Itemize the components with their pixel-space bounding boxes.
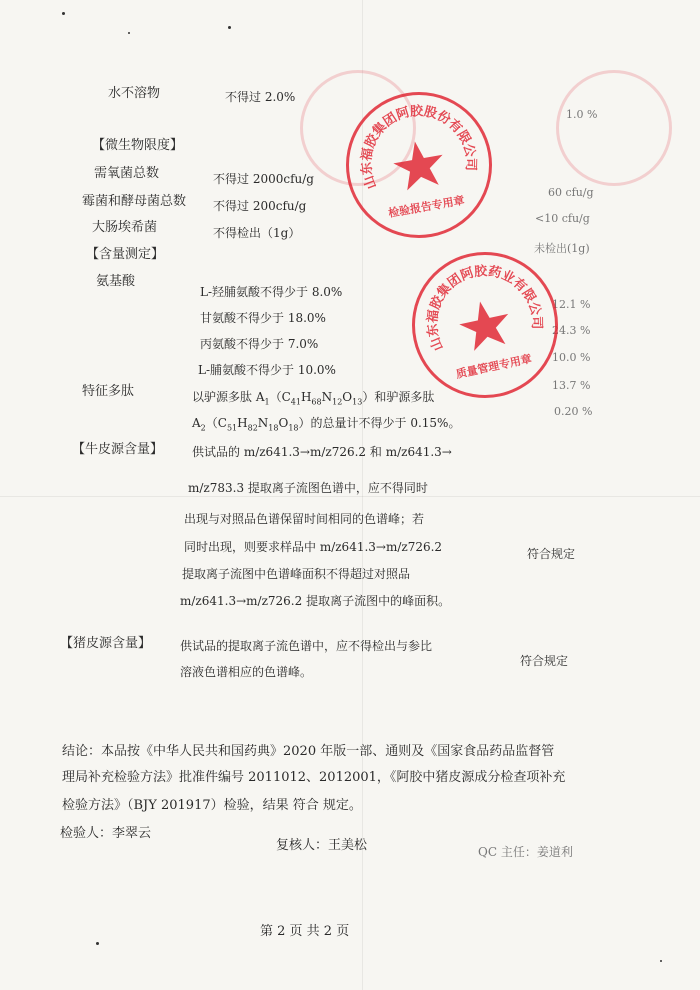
amino-result: 12.1 %: [552, 298, 591, 311]
seal-bottom-text: 质量管理专用章: [454, 352, 533, 381]
bovine-line: m/z783.3 提取离子流图色谱中，应不得同时: [188, 481, 428, 495]
scan-speck: [62, 12, 65, 15]
ghost-seal: [300, 70, 416, 186]
seal-ring-text: 山东福胶集团阿胶股份有限公司: [359, 104, 478, 191]
amino-result: 24.3 %: [552, 324, 591, 337]
micro-row-limit: 不得过 2000cfu/g: [213, 172, 314, 186]
porcine-label: 【猪皮源含量】: [60, 636, 152, 651]
amino-limit: L-脯氨酸不得少于 10.0%: [198, 363, 336, 377]
bovine-line: 提取离子流图中色谱峰面积不得超过对照品: [182, 567, 411, 581]
amino-result: 10.0 %: [552, 351, 591, 364]
bovine-label: 【牛皮源含量】: [72, 442, 164, 457]
peptide-line-2: $A_2(C_{51}H_{82}N_{18}O_{18})$的总量计不得少于 0.15%。: [192, 416, 461, 433]
amino-label: 氨基酸: [96, 274, 136, 289]
micro-row-limit: 不得过 200cfu/g: [213, 199, 307, 213]
inspector-signature: 检验人：李翠云: [60, 826, 152, 841]
scan-speck: [128, 32, 130, 34]
bovine-line: 同时出现，则要求样品中 m/z641.3→m/z726.2: [184, 540, 443, 554]
star-icon: [456, 296, 515, 352]
micro-row-result: 60 cfu/g: [548, 186, 594, 199]
amino-limit: L-羟脯氨酸不得少于 8.0%: [200, 285, 343, 299]
bovine-result: 符合规定: [527, 547, 576, 561]
insoluble-label: 水不溶物: [108, 86, 161, 101]
conclusion-line: 结论：本品按《中华人民共和国药典》2020 年版一部、通则及《国家食品药品监督管: [62, 744, 555, 759]
conclusion-line: 理局补充检验方法》批准件编号 2011012、2012001，《阿胶中猪皮源成分检查项补充: [62, 770, 566, 785]
qc-signature: QC 主任：姜道利: [478, 845, 573, 859]
conclusion-line: 检验方法》（BJY 201917）检验，结果 符合 规定。: [62, 798, 362, 813]
assay-header: 【含量测定】: [86, 247, 165, 262]
amino-limit: 甘氨酸不得少于 18.0%: [200, 311, 326, 325]
micro-row-label: 需氧菌总数: [94, 166, 160, 181]
scan-speck: [660, 960, 662, 962]
fold-line-horizontal: [0, 496, 700, 497]
bovine-line: 出现与对照品色谱保留时间相同的色谱峰；若: [184, 512, 425, 526]
porcine-line: 供试品的提取离子流色谱中，应不得检出与参比: [180, 639, 433, 653]
page-number: 第 2 页 共 2 页: [260, 924, 350, 939]
bovine-line: m/z641.3→m/z726.2 提取离子流图中的峰面积。: [180, 594, 451, 608]
peptide-result: 0.20 %: [554, 405, 593, 418]
micro-row-result: <10 cfu/g: [535, 212, 590, 225]
amino-limit: 丙氨酸不得少于 7.0%: [200, 337, 319, 351]
bovine-line: 供试品的 m/z641.3→m/z726.2 和 m/z641.3→: [192, 445, 452, 459]
peptide-label: 特征多肽: [82, 384, 135, 399]
porcine-result: 符合规定: [520, 654, 569, 668]
insoluble-result: 1.0 %: [566, 108, 598, 121]
peptide-line-1: 以驴源多肽 $A_1(C_{41}H_{68}N_{12}O_{13})$和驴源多肽: [192, 390, 435, 407]
insoluble-limit: 不得过 2.0%: [225, 90, 296, 104]
quality-management-seal-graphic: [402, 242, 568, 408]
amino-result: 13.7 %: [552, 379, 591, 392]
scan-speck: [96, 942, 99, 945]
seal-ring-text: 山东福胶集团阿胶药业有限公司: [425, 264, 544, 353]
quality-management-seal: [398, 238, 571, 411]
ghost-seal: [556, 70, 672, 186]
micro-row-limit: 不得检出（1g）: [213, 226, 301, 240]
micro-header: 【微生物限度】: [92, 138, 184, 153]
micro-row-label: 霉菌和酵母菌总数: [82, 194, 187, 209]
reviewer-signature: 复核人：王美松: [276, 838, 368, 853]
micro-row-label: 大肠埃希菌: [92, 220, 158, 235]
scan-speck: [228, 26, 231, 29]
micro-row-result: 未检出(1g): [534, 242, 590, 255]
porcine-line: 溶液色谱相应的色谱峰。: [180, 665, 313, 679]
seal-bottom-text: 检验报告专用章: [387, 193, 466, 220]
